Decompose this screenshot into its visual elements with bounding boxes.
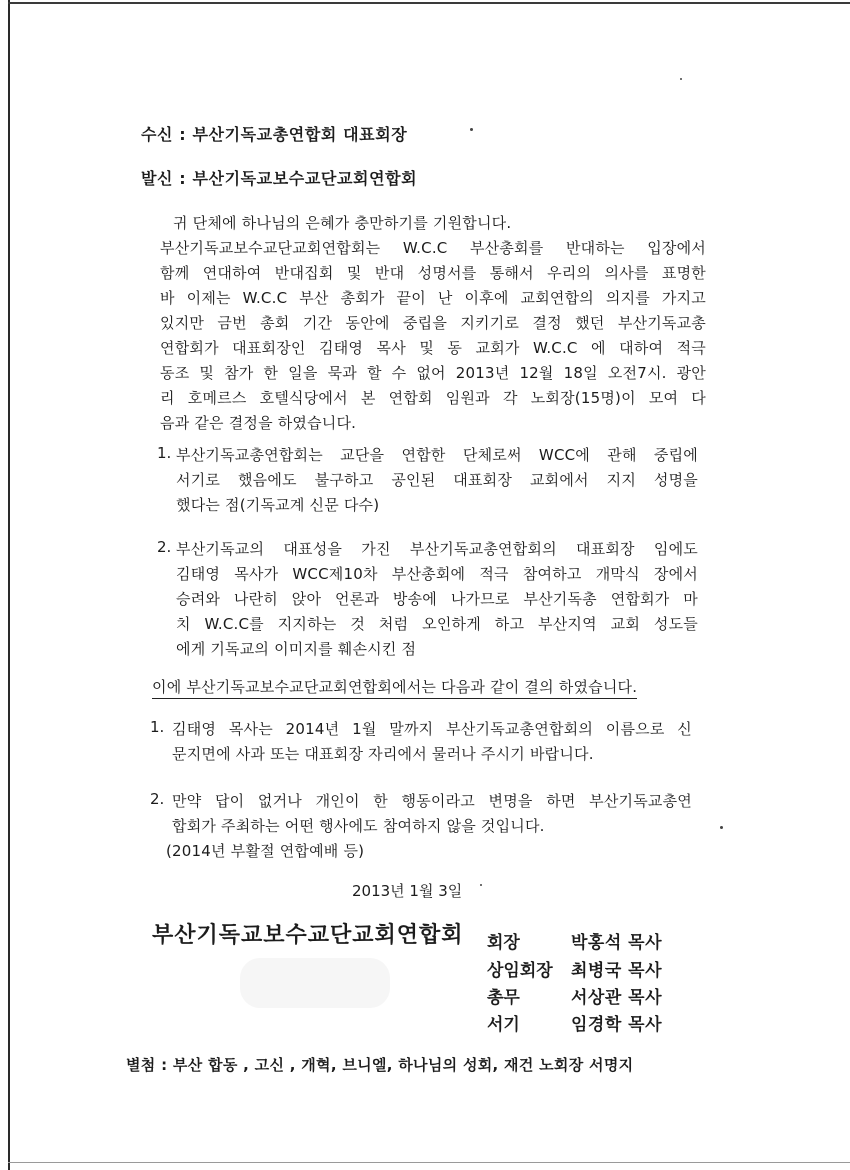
reason-line: 부산기독교의 대표성을 가진 부산기독교총연합회의 대표회장 임에도 <box>176 540 698 558</box>
officer-name: 임경학 목사 <box>571 1015 663 1035</box>
intro-line: 바 이제는 W.C.C 부산 총회가 끝이 난 이후에 교회연합의 의지를 가지고 <box>160 289 706 307</box>
resolution-heading-text: 이에 부산기독교보수교단교회연합회에서는 다음과 같이 결의 하였습니다. <box>152 678 637 699</box>
officer-name: 박홍석 목사 <box>571 933 663 953</box>
reason-line: 서기로 했음에도 불구하고 공인된 대표회장 교회에서 지지 성명을 <box>176 471 698 489</box>
resolution-line: 만약 답이 없거나 개인이 한 행동이라고 변명을 하면 부산기독교총연 <box>172 792 692 810</box>
officer-title: 총무 <box>487 988 520 1008</box>
scan-edge-bottom <box>8 1162 850 1163</box>
resolution-line: 김태영 목사는 2014년 1월 말까지 부산기독교총연합회의 이름으로 신 <box>172 720 692 738</box>
officer-name: 서상관 목사 <box>571 988 663 1008</box>
reason-line: 부산기독교총연합회는 교단을 연합한 단체로써 WCC에 관해 중립에 <box>176 446 698 464</box>
reason-number: 1. <box>157 444 172 462</box>
intro-line: 동조 및 참가 한 일을 묵과 할 수 없어 2013년 12월 18일 오전7시. 광안 <box>160 364 706 382</box>
sender-line: 발신 : 부산기독교보수교단교회연합회 <box>141 169 418 188</box>
reason-line: 치 W.C.C를 지지하는 것 처럼 오인하게 하고 부산지역 교회 성도들 <box>176 615 698 633</box>
officer-title: 서기 <box>487 1015 520 1035</box>
intro-line: 리 호메르스 호텔식당에서 본 연합회 임원과 각 노회장(15명)이 모여 다 <box>160 389 706 407</box>
attachment-note: 별첨 : 부산 합동 , 고신 , 개혁, 브니엘, 하나님의 성회, 재건 노회장 서명지 <box>126 1056 634 1074</box>
reason-line: 에게 기독교의 이미지를 훼손시킨 점 <box>176 640 417 658</box>
resolution-number: 1. <box>150 718 165 736</box>
intro-line: 연합회가 대표회장인 김태영 목사 및 동 교회가 W.C.C 에 대하여 적극 <box>160 339 706 357</box>
document-date: 2013년 1월 3일 <box>352 882 463 900</box>
resolution-line: 문지면에 사과 또는 대표회장 자리에서 물러나 주시기 바랍니다. <box>172 745 594 763</box>
scan-speck <box>720 826 723 829</box>
resolution-heading <box>152 676 637 697</box>
reason-line: 승려와 나란히 앉아 언론과 방송에 나가므로 부산기독총 연합회가 마 <box>176 590 698 608</box>
scan-edge-left <box>8 0 10 1170</box>
scan-edge-top <box>8 2 850 4</box>
intro-line: 함께 연대하여 반대집회 및 반대 성명서를 통해서 우리의 의사를 표명한 <box>160 264 706 282</box>
resolution-number: 2. <box>150 790 165 808</box>
resolution-line: 합회가 주최하는 어떤 행사에도 참여하지 않을 것입니다. <box>172 817 545 835</box>
intro-line: 음과 같은 결정을 하였습니다. <box>160 414 357 432</box>
recipient-line: 수신 : 부산기독교총연합회 대표회장 <box>141 125 408 144</box>
scan-speck <box>680 78 682 80</box>
reason-line: 했다는 점(기독교계 신문 다수) <box>176 496 380 514</box>
officer-name: 최병국 목사 <box>571 961 663 981</box>
resolution-line: (2014년 부활절 연합예배 등) <box>166 842 365 860</box>
scan-speck <box>480 884 482 886</box>
seal-smudge <box>240 958 390 1008</box>
intro-greeting: 귀 단체에 하나님의 은혜가 충만하기를 기원합니다. <box>173 214 512 232</box>
signing-organization: 부산기독교보수교단교회연합회 <box>152 923 464 948</box>
reason-line: 김태영 목사가 WCC제10차 부산총회에 적극 참여하고 개막식 장에서 <box>176 565 698 583</box>
reason-number: 2. <box>157 538 172 556</box>
scan-speck <box>470 128 473 131</box>
intro-line: 있지만 금번 총회 기간 동안에 중립을 지키기로 결정 했던 부산기독교총 <box>160 314 706 332</box>
officer-title: 회장 <box>487 933 520 953</box>
intro-line: 부산기독교보수교단교회연합회는 W.C.C 부산총회를 반대하는 입장에서 <box>160 239 706 257</box>
officer-title: 상임회장 <box>487 961 553 981</box>
